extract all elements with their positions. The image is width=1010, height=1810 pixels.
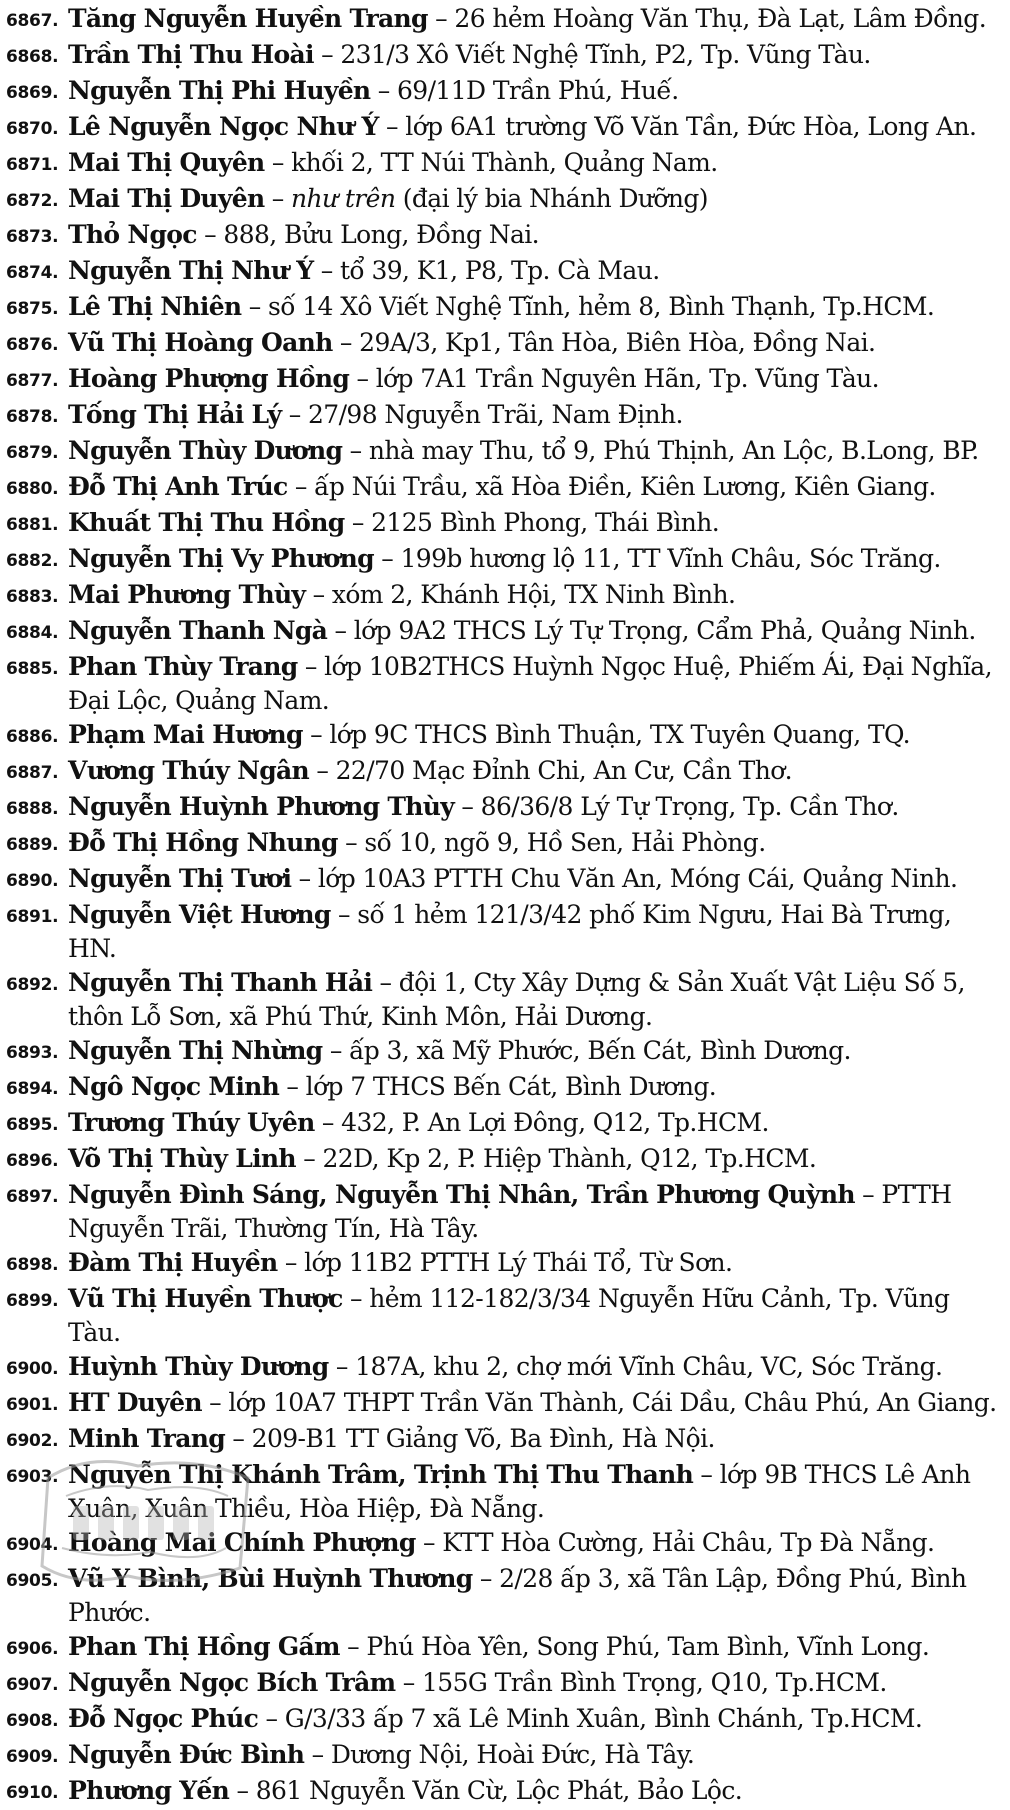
entry-name: Nguyễn Thị Phi Huyền xyxy=(68,76,371,105)
list-item xyxy=(6,1178,1006,1246)
entry-number: 6909. xyxy=(6,1747,59,1767)
entry-name: Vũ Thị Hoàng Oanh xyxy=(68,328,333,357)
entry-number: 6885. xyxy=(6,659,59,679)
entry-body xyxy=(68,718,1006,752)
entry-separator: – xyxy=(264,148,292,177)
entry-separator: – xyxy=(241,292,268,321)
entry-name: Vũ Thị Huyền Thược xyxy=(68,1284,343,1313)
entry-address: 187A, khu 2, chợ mới Vĩnh Châu, VC, Sóc Trăng. xyxy=(355,1352,943,1381)
entry-number: 6882. xyxy=(6,551,59,571)
entry-body xyxy=(68,254,1006,288)
list-item xyxy=(6,470,1006,506)
entry-body xyxy=(68,1774,1006,1808)
entry-number: 6896. xyxy=(6,1151,59,1171)
list-item xyxy=(6,578,1006,614)
entry-number: 6873. xyxy=(6,227,59,247)
entry-name: Trần Thị Thu Hoài xyxy=(68,40,314,69)
entry-number: 6892. xyxy=(6,975,59,995)
list-item xyxy=(6,826,1006,862)
entry-name: Đỗ Thị Anh Trúc xyxy=(68,472,288,501)
entry-number: 6884. xyxy=(6,623,59,643)
entry-address: khối 2, TT Núi Thành, Quảng Nam. xyxy=(291,148,718,177)
entry-separator: – xyxy=(372,968,399,997)
entry-body xyxy=(68,614,1006,648)
list-item xyxy=(6,1070,1006,1106)
list-item xyxy=(6,110,1006,146)
list-item xyxy=(6,1666,1006,1702)
entry-name: Lê Nguyễn Ngọc Như Ý xyxy=(68,112,379,141)
entry-separator: – xyxy=(281,400,308,429)
entry-separator: – xyxy=(201,1388,229,1417)
entry-number: 6879. xyxy=(6,443,59,463)
entry-body xyxy=(68,506,1006,540)
list-item xyxy=(6,398,1006,434)
entry-name: Hoàng Mai Chính Phượng xyxy=(68,1528,416,1557)
entry-address: 888, Bửu Long, Đồng Nai. xyxy=(223,220,540,249)
entry-separator: – xyxy=(339,1632,367,1661)
entry-address: lớp 7 THCS Bến Cát, Bình Dương. xyxy=(305,1072,717,1101)
entry-body xyxy=(68,1282,1006,1350)
list-item xyxy=(6,542,1006,578)
entry-name: Mai Thị Quyên xyxy=(68,148,265,177)
entry-separator: – xyxy=(277,1248,305,1277)
entry-separator: – xyxy=(693,1460,720,1489)
entry-name: Nguyễn Thị Tươi xyxy=(68,864,292,893)
entry-address: lớp 11B2 PTTH Lý Thái Tổ, Từ Sơn. xyxy=(304,1248,733,1277)
entry-separator: – xyxy=(302,720,330,749)
entry-number: 6876. xyxy=(6,335,59,355)
entry-name: Tăng Nguyễn Huyền Trang xyxy=(68,4,428,33)
entry-number: 6871. xyxy=(6,155,59,175)
entry-number: 6910. xyxy=(6,1783,59,1803)
entry-separator: – xyxy=(332,328,360,357)
entry-separator: – xyxy=(309,756,336,785)
entry-name: Nguyễn Đức Bình xyxy=(68,1740,305,1769)
entry-name: Nguyễn Ngọc Bích Trâm xyxy=(68,1668,396,1697)
entry-body xyxy=(68,290,1006,324)
entry-name: Vũ Y Bình, Bùi Huỳnh Thương xyxy=(68,1564,473,1593)
entry-address: 26 hẻm Hoàng Văn Thụ, Đà Lạt, Lâm Đồng. xyxy=(454,4,987,33)
entry-body xyxy=(68,434,1006,468)
entry-name: Ngô Ngọc Minh xyxy=(68,1072,280,1101)
list-item xyxy=(6,434,1006,470)
entry-address: xóm 2, Khánh Hội, TX Ninh Bình. xyxy=(331,580,736,609)
entry-separator: – xyxy=(342,1284,370,1313)
list-item xyxy=(6,1738,1006,1774)
entry-body xyxy=(68,966,1006,1034)
list-item xyxy=(6,614,1006,650)
entry-address: 861 Nguyễn Văn Cừ, Lộc Phát, Bảo Lộc. xyxy=(255,1776,743,1805)
entry-address: 22D, Kp 2, P. Hiệp Thành, Q12, Tp.HCM. xyxy=(322,1144,817,1173)
entry-address: lớp 10A7 THPT Trần Văn Thành, Cái Dầu, Châu Phú, An Giang. xyxy=(228,1388,997,1417)
entry-name: Đỗ Ngọc Phúc xyxy=(68,1704,259,1733)
entry-name: Nguyễn Thị Như Ý xyxy=(68,256,314,285)
entry-body xyxy=(68,542,1006,576)
entry-body xyxy=(68,1178,1006,1246)
entry-body xyxy=(68,1386,1006,1420)
entry-name: Thỏ Ngọc xyxy=(68,220,197,249)
entry-name: Nguyễn Thị Khánh Trâm, Trịnh Thị Thu Thanh xyxy=(68,1460,694,1489)
entry-address: 29A/3, Kp1, Tân Hòa, Biên Hòa, Đồng Nai. xyxy=(359,328,876,357)
entry-separator: – xyxy=(427,4,455,33)
list-item xyxy=(6,362,1006,398)
entry-name: Võ Thị Thùy Linh xyxy=(68,1144,296,1173)
entry-address: 69/11D Trần Phú, Huế. xyxy=(396,76,679,105)
entry-separator: – xyxy=(344,508,372,537)
entry-separator: – xyxy=(395,1668,422,1697)
entry-body xyxy=(68,650,1006,718)
entry-separator: – xyxy=(305,580,332,609)
entry-separator: – xyxy=(330,900,358,929)
entry-name: Khuất Thị Thu Hồng xyxy=(68,508,345,537)
entry-name: Nguyễn Việt Hương xyxy=(68,900,331,929)
entry-number: 6889. xyxy=(6,835,59,855)
entry-address: G/3/33 ấp 7 xã Lê Minh Xuân, Bình Chánh, Tp.HCM. xyxy=(284,1704,923,1733)
entry-number: 6886. xyxy=(6,727,59,747)
entry-body xyxy=(68,790,1006,824)
entry-address: đội 1, Cty Xây Dựng & Sản Xuất Vật Liệu Số 5, thôn Lỗ Sơn, xã Phú Thứ, Kinh Môn, Hải Dương. xyxy=(68,968,965,1031)
entry-body xyxy=(68,218,1006,252)
entry-number: 6868. xyxy=(6,47,59,67)
entry-body xyxy=(68,898,1006,966)
entry-separator: – xyxy=(279,1072,306,1101)
watermark-logo-icon xyxy=(28,1448,268,1598)
entry-number: 6907. xyxy=(6,1675,59,1695)
entry-separator: – xyxy=(454,792,481,821)
list-item xyxy=(6,38,1006,74)
list-item xyxy=(6,1246,1006,1282)
entry-separator: – xyxy=(295,1144,323,1173)
entry-separator: – xyxy=(322,1036,350,1065)
entry-number: 6887. xyxy=(6,763,59,783)
list-item xyxy=(6,506,1006,542)
entry-body xyxy=(68,826,1006,860)
entry-name: Đỗ Thị Hồng Nhung xyxy=(68,828,338,857)
entry-number: 6897. xyxy=(6,1187,59,1207)
entry-number: 6867. xyxy=(6,11,59,31)
entry-address: ấp 3, xã Mỹ Phước, Bến Cát, Bình Dương. xyxy=(349,1036,851,1065)
entry-body xyxy=(68,754,1006,788)
list-item xyxy=(6,1142,1006,1178)
entry-number: 6883. xyxy=(6,587,59,607)
entry-address: 2125 Bình Phong, Thái Bình. xyxy=(371,508,720,537)
entry-address: nhà may Thu, tổ 9, Phú Thịnh, An Lộc, B.Long, BP. xyxy=(368,436,979,465)
entry-number: 6904. xyxy=(6,1535,59,1555)
entry-body xyxy=(68,182,1006,216)
entry-body xyxy=(68,1350,1006,1384)
entry-separator: – xyxy=(373,544,401,573)
entry-number: 6903. xyxy=(6,1467,59,1487)
list-item xyxy=(6,862,1006,898)
entry-address: 2/28 ấp 3, xã Tân Lập, Đồng Phú, Bình Phước. xyxy=(68,1564,967,1627)
entry-address: ấp Núi Trầu, xã Hòa Điền, Kiên Lương, Kiên Giang. xyxy=(314,472,936,501)
entry-address: hẻm 112-182/3/34 Nguyễn Hữu Cảnh, Tp. Vũng Tàu. xyxy=(68,1284,950,1347)
entry-number: 6891. xyxy=(6,907,59,927)
list-item xyxy=(6,146,1006,182)
entry-separator: – xyxy=(854,1180,882,1209)
entry-number: 6875. xyxy=(6,299,59,319)
entry-address: lớp 7A1 Trần Nguyên Hãn, Tp. Vũng Tàu. xyxy=(375,364,880,393)
entry-address: Phú Hòa Yên, Song Phú, Tam Bình, Vĩnh Long. xyxy=(366,1632,930,1661)
entry-name: Nguyễn Thị Thanh Hải xyxy=(68,968,373,997)
entry-separator: – xyxy=(264,184,292,213)
list-item xyxy=(6,898,1006,966)
entry-name: Nguyễn Thùy Dương xyxy=(68,436,343,465)
entry-number: 6881. xyxy=(6,515,59,535)
list-item xyxy=(6,1386,1006,1422)
entry-body xyxy=(68,110,1006,144)
entry-address: 155G Trần Bình Trọng, Q10, Tp.HCM. xyxy=(421,1668,887,1697)
entry-address: PTTH Nguyễn Trãi, Thường Tín, Hà Tây. xyxy=(68,1180,952,1243)
list-item xyxy=(6,326,1006,362)
entry-number: 6899. xyxy=(6,1291,59,1311)
entry-name: Phan Thùy Trang xyxy=(68,652,298,681)
entry-number: 6902. xyxy=(6,1431,59,1451)
entry-address: lớp 6A1 trường Võ Văn Tần, Đức Hòa, Long An. xyxy=(405,112,977,141)
entry-number: 6888. xyxy=(6,799,59,819)
list-item xyxy=(6,1106,1006,1142)
entry-name: Lê Thị Nhiên xyxy=(68,292,242,321)
list-item xyxy=(6,290,1006,326)
entry-number: 6906. xyxy=(6,1639,59,1659)
entry-separator: – xyxy=(291,864,318,893)
entry-address: lớp 9A2 THCS Lý Tự Trọng, Cẩm Phả, Quảng Ninh. xyxy=(353,616,976,645)
entry-address-extra: (đại lý bia Nhánh Dưỡng) xyxy=(395,184,708,213)
entry-separator: – xyxy=(370,76,397,105)
entry-address: Dương Nội, Hoài Đức, Hà Tây. xyxy=(330,1740,695,1769)
entry-name: Mai Phương Thùy xyxy=(68,580,306,609)
entry-separator: – xyxy=(314,1108,342,1137)
entry-number: 6880. xyxy=(6,479,59,499)
entry-body xyxy=(68,1246,1006,1280)
entry-address: lớp 9C THCS Bình Thuận, TX Tuyên Quang, TQ. xyxy=(329,720,911,749)
entry-name: Minh Trang xyxy=(68,1424,226,1453)
entry-number: 6908. xyxy=(6,1711,59,1731)
entry-name: Nguyễn Thanh Ngà xyxy=(68,616,328,645)
entry-separator: – xyxy=(328,1352,356,1381)
entry-body xyxy=(68,1070,1006,1104)
entry-number: 6893. xyxy=(6,1043,59,1063)
entry-separator: – xyxy=(378,112,406,141)
entry-address: 199b hương lộ 11, TT Vĩnh Châu, Sóc Trăng. xyxy=(400,544,941,573)
list-item xyxy=(6,966,1006,1034)
entry-address: lớp 10A3 PTTH Chu Văn An, Móng Cái, Quảng Ninh. xyxy=(317,864,958,893)
list-item xyxy=(6,2,1006,38)
entry-name: Phan Thị Hồng Gấm xyxy=(68,1632,340,1661)
list-item xyxy=(6,1282,1006,1350)
entry-name: Trương Thúy Uyên xyxy=(68,1108,315,1137)
entry-body xyxy=(68,1738,1006,1772)
entry-name: Mai Thị Duyên xyxy=(68,184,265,213)
list-item xyxy=(6,74,1006,110)
entry-separator: – xyxy=(472,1564,500,1593)
entry-number: 6900. xyxy=(6,1359,59,1379)
entry-number: 6872. xyxy=(6,191,59,211)
entry-number: 6890. xyxy=(6,871,59,891)
list-item xyxy=(6,1630,1006,1666)
list-item xyxy=(6,1034,1006,1070)
list-item xyxy=(6,650,1006,718)
entry-body xyxy=(68,326,1006,360)
entry-body xyxy=(68,362,1006,396)
entry-separator: – xyxy=(196,220,224,249)
list-item xyxy=(6,1702,1006,1738)
entry-number: 6895. xyxy=(6,1115,59,1135)
entry-name: Nguyễn Thị Vy Phương xyxy=(68,544,374,573)
entry-body xyxy=(68,1630,1006,1664)
entry-body xyxy=(68,146,1006,180)
entry-separator: – xyxy=(297,652,325,681)
entry-name: Đàm Thị Huyền xyxy=(68,1248,278,1277)
entry-separator: – xyxy=(304,1740,331,1769)
entry-number: 6905. xyxy=(6,1571,59,1591)
entry-body xyxy=(68,38,1006,72)
entry-body xyxy=(68,1106,1006,1140)
list-item xyxy=(6,718,1006,754)
entry-body xyxy=(68,862,1006,896)
entry-separator: – xyxy=(349,364,376,393)
entry-name: HT Duyên xyxy=(68,1388,202,1417)
list-item xyxy=(6,790,1006,826)
entry-separator: – xyxy=(327,616,354,645)
entry-separator: – xyxy=(229,1776,256,1805)
entry-name: Nguyễn Huỳnh Phương Thùy xyxy=(68,792,455,821)
entry-separator: – xyxy=(258,1704,285,1733)
entry-address: 231/3 Xô Viết Nghệ Tĩnh, P2, Tp. Vũng Tàu. xyxy=(340,40,871,69)
entry-address: 27/98 Nguyễn Trãi, Nam Định. xyxy=(307,400,683,429)
entry-number: 6894. xyxy=(6,1079,59,1099)
entry-name: Tống Thị Hải Lý xyxy=(68,400,282,429)
entry-address: số 10, ngõ 9, Hồ Sen, Hải Phòng. xyxy=(364,828,766,857)
entry-separator: – xyxy=(415,1528,443,1557)
entry-name: Vương Thúy Ngân xyxy=(68,756,310,785)
entry-address: 432, P. An Lợi Đông, Q12, Tp.HCM. xyxy=(341,1108,769,1137)
list-item xyxy=(6,182,1006,218)
entry-number: 6877. xyxy=(6,371,59,391)
entry-name: Huỳnh Thùy Dương xyxy=(68,1352,329,1381)
entry-note: như trên xyxy=(291,184,396,213)
entry-address: số 1 hẻm 121/3/42 phố Kim Ngưu, Hai Bà Trưng, HN. xyxy=(68,900,952,963)
entry-separator: – xyxy=(337,828,365,857)
entry-separator: – xyxy=(313,40,341,69)
entry-body xyxy=(68,470,1006,504)
list-item xyxy=(6,754,1006,790)
list-item xyxy=(6,218,1006,254)
entry-address: tổ 39, K1, P8, Tp. Cà Mau. xyxy=(339,256,660,285)
entry-separator: – xyxy=(287,472,315,501)
entry-address: 209-B1 TT Giảng Võ, Ba Đình, Hà Nội. xyxy=(251,1424,715,1453)
entry-separator: – xyxy=(342,436,369,465)
entry-number: 6874. xyxy=(6,263,59,283)
entry-name: Phạm Mai Hương xyxy=(68,720,303,749)
entry-number: 6870. xyxy=(6,119,59,139)
entry-body xyxy=(68,398,1006,432)
entry-number: 6878. xyxy=(6,407,59,427)
entry-name: Nguyễn Đình Sáng, Nguyễn Thị Nhân, Trần Phương Quỳnh xyxy=(68,1180,855,1209)
entry-body xyxy=(68,1034,1006,1068)
entry-body xyxy=(68,1666,1006,1700)
entry-number: 6898. xyxy=(6,1255,59,1275)
entry-name: Nguyễn Thị Nhừng xyxy=(68,1036,323,1065)
entry-separator: – xyxy=(313,256,340,285)
entry-number: 6869. xyxy=(6,83,59,103)
entry-address: lớp 10B2THCS Huỳnh Ngọc Huệ, Phiếm Ái, Đại Nghĩa, Đại Lộc, Quảng Nam. xyxy=(68,652,992,715)
entry-name: Phương Yến xyxy=(68,1776,230,1805)
entry-address: 22/70 Mạc Đỉnh Chi, An Cư, Cần Thơ. xyxy=(335,756,792,785)
entry-body xyxy=(68,74,1006,108)
list-item xyxy=(6,1774,1006,1810)
entry-separator: – xyxy=(225,1424,252,1453)
list-item xyxy=(6,1350,1006,1386)
entry-number: 6901. xyxy=(6,1395,59,1415)
entry-address: số 14 Xô Viết Nghệ Tĩnh, hẻm 8, Bình Thạnh, Tp.HCM. xyxy=(267,292,935,321)
entry-body xyxy=(68,1702,1006,1736)
list-item xyxy=(6,254,1006,290)
entry-body xyxy=(68,1142,1006,1176)
entry-body xyxy=(68,2,1006,36)
entry-address: 86/36/8 Lý Tự Trọng, Tp. Cần Thơ. xyxy=(480,792,899,821)
entry-name: Hoàng Phượng Hồng xyxy=(68,364,350,393)
entry-body xyxy=(68,578,1006,612)
entry-address: lớp 9B THCS Lê Anh Xuân, Xuân Thiều, Hòa Hiệp, Đà Nẵng. xyxy=(68,1460,971,1523)
entry-address: KTT Hòa Cường, Hải Châu, Tp Đà Nẵng. xyxy=(442,1528,935,1557)
